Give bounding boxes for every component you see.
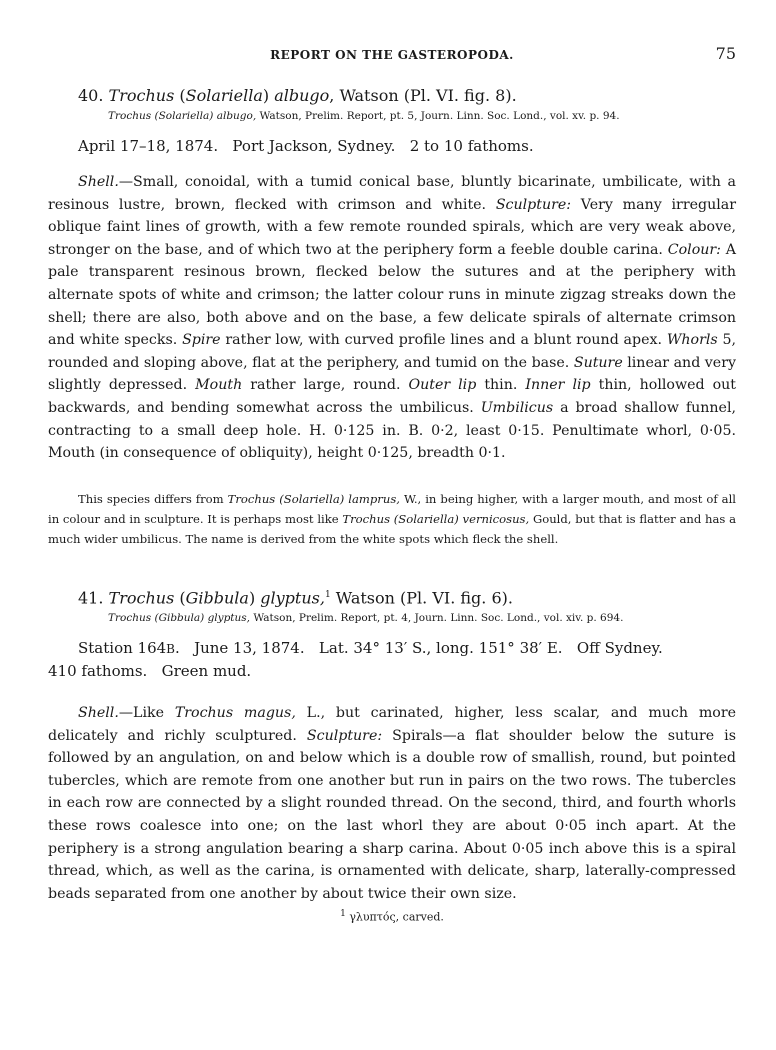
desc-text: rather low, with curved profile lines and a blunt round apex. xyxy=(220,332,667,349)
mouth-label: Mouth xyxy=(195,377,243,394)
desc-text: 5, rounded and sloping above, flat at the periphery, and tumid on the base. xyxy=(48,332,737,371)
inner-lip-label: Inner lip xyxy=(525,377,591,394)
species-40-ref-name: Trochus (Solariella) albugo, xyxy=(108,110,257,122)
species-40-heading: 40. Trochus (Solariella) albugo, Watson (Pl. VI. fig. 8). xyxy=(78,86,517,105)
species-40-note xyxy=(48,489,736,549)
sculpture-label: Sculpture: xyxy=(495,196,572,213)
species-41-species: glyptus, xyxy=(260,588,325,608)
species-40-locality: April 17–18, 1874. Port Jackson, Sydney. 2 to 10 fathoms. xyxy=(78,137,534,155)
footnote-number: 1 xyxy=(340,909,346,920)
locality-details: . June 13, 1874. Lat. 34° 13′ S., long. 151° 38′ E. Off Sydney. xyxy=(175,639,663,658)
shell-label: Shell. xyxy=(78,174,119,190)
note-species-name: Trochus (Solariella) lamprus, xyxy=(227,491,400,506)
page xyxy=(48,38,736,924)
species-41-description xyxy=(48,702,736,905)
suture-label: Suture xyxy=(573,354,623,371)
desc-text: Spirals—a flat shoulder below the suture is followed by an angulation, on and below which is a double row of smallish, round, but pointed tubercles, which are remote from one another but run in pairs on the two rows. The tubercles in each row are connected by a slight rounded thread. On the second, third, and fourth whorls these rows coalesce into one; on the last whorl they are about 0·05 inch apart. At the periphery is a strong angulation bearing a sharp carina. About 0·05 inch above this is a spiral thread, which, as well as the carina, is ornamented with delicate, sharp, laterally-compressed beads separated from one another by about twice their own size. xyxy=(48,727,736,902)
compared-species-name: Trochus magus, xyxy=(174,705,296,722)
desc-text: thin. xyxy=(476,377,526,394)
species-40-ref-citation: Watson, Prelim. Report, pt. 5, Journ. Linn. Soc. Lond., vol. xv. p. 94. xyxy=(256,110,620,122)
species-41-ref-citation: Watson, Prelim. Report, pt. 4, Journ. Linn. Soc. Lond., vol. xiv. p. 694. xyxy=(250,612,624,625)
species-40-genus: Trochus xyxy=(108,86,175,105)
desc-text: A pale transparent resinous brown, flecked below the sutures and at the periphery with alternate spots of white and crimson; the latter colour runs in minute zigzag streaks down the shell; there are also, both above and on the base, a few delicate spirals of alternate crimson and white specks. xyxy=(48,241,737,349)
desc-text: —Small, conoidal, with a tumid conical base, bluntly bicarinate, umbilicate, with a resinous lustre, brown, flecked with crimson and white. xyxy=(48,174,736,213)
footnote xyxy=(48,909,736,924)
note-text: Gould, but that is flatter and has a much wider umbilicus. The name is derived from the white spots which fleck the shell. xyxy=(48,511,736,546)
desc-text: Very many irregular oblique faint lines of growth, with a few remote rounded spirals, which are very weak above, stronger on the base, and of which two at the periphery form a feeble double carina. xyxy=(48,196,736,258)
sculpture-label: Sculpture: xyxy=(306,727,383,744)
locality-depth: 410 fathoms. Green mud. xyxy=(48,662,252,681)
species-40-reference xyxy=(108,109,736,123)
shell-label: Shell. xyxy=(78,705,119,722)
desc-text: thin, hollowed out backwards, and bending somewhat across the umbilicus. xyxy=(48,377,736,416)
species-41-locality xyxy=(48,637,736,682)
desc-text: rather large, round. xyxy=(242,377,409,394)
species-41-number: 41. xyxy=(78,588,104,608)
species-41-reference xyxy=(108,611,736,625)
species-40-description xyxy=(48,171,736,465)
spire-label: Spire xyxy=(182,332,221,349)
page-number: 75 xyxy=(715,44,736,63)
species-40-section xyxy=(48,86,736,549)
whorls-label: Whorls xyxy=(666,332,718,349)
page-header xyxy=(48,38,736,74)
species-41-heading: 41. Trochus (Gibbula) glyptus,$^1$ Watson (Pl. VI. fig. 6). xyxy=(78,588,513,608)
footnote-greek: γλυπτός xyxy=(349,911,396,925)
desc-text: linear and very slightly depressed. xyxy=(48,354,737,394)
species-41-ref-name: Trochus (Gibbula) glyptus, xyxy=(108,612,251,625)
station-label: Station 164 xyxy=(78,639,167,658)
umbilicus-label: Umbilicus xyxy=(480,399,554,416)
colour-label: Colour: xyxy=(667,241,721,258)
species-41-subgenus: Gibbula xyxy=(185,588,249,608)
outer-lip-label: Outer lip xyxy=(408,377,477,394)
station-suffix: B xyxy=(166,642,175,657)
species-40-author: , Watson (Pl. VI. fig. 8). xyxy=(329,86,517,105)
desc-text: L., but carinated, higher, less scalar, and much more delicately and richly sculptured. xyxy=(48,705,736,744)
species-41-section xyxy=(48,585,736,906)
footnote-text: , carved. xyxy=(395,911,444,925)
species-40-number: 40. xyxy=(78,86,104,105)
species-40-species: albugo xyxy=(274,86,330,105)
desc-text: a broad shallow funnel, contracting to a small deep hole. H. 0·125 in. B. 0·2, least 0·15. Penultimate whorl, 0·05. Mouth (in consequence of obliquity), height 0·125, breadth 0·1. xyxy=(48,399,736,462)
species-40-subgenus: Solariella xyxy=(185,86,263,105)
running-title: REPORT ON THE GASTEROPODA. xyxy=(270,48,514,62)
note-text: This species differs from xyxy=(78,491,228,506)
footnote-marker: 1 xyxy=(324,589,331,600)
desc-text: —Like xyxy=(118,705,175,722)
note-species-name: Trochus (Solariella) vernicosus, xyxy=(342,511,530,526)
species-41-author: Watson (Pl. VI. fig. 6). xyxy=(330,588,513,608)
note-text: W., in being higher, with a larger mouth, and most of all in colour and in sculpture. It is perhaps most like xyxy=(48,491,737,526)
species-41-genus: Trochus xyxy=(108,588,175,608)
